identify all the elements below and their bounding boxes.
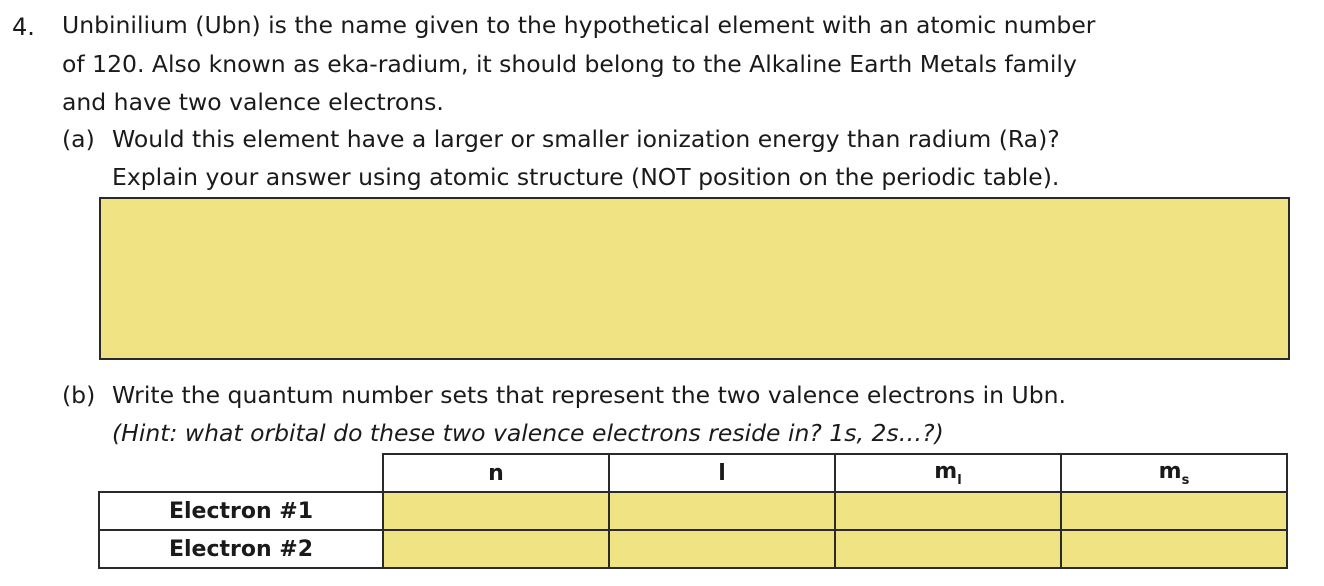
- intro-line: and have two valence electrons.: [62, 88, 444, 116]
- header-ms-sub: s: [1181, 472, 1190, 488]
- cell-electron-2-ml[interactable]: [835, 530, 1061, 568]
- cell-electron-2-n[interactable]: [383, 530, 609, 568]
- header-ml-sub: l: [957, 472, 962, 488]
- header-ml: [835, 454, 1061, 492]
- table-row: [99, 492, 1287, 530]
- header-ms: [1061, 454, 1287, 492]
- header-n: n: [383, 454, 609, 492]
- cell-electron-2-l[interactable]: [609, 530, 835, 568]
- question-number: 4.: [12, 13, 35, 41]
- part-b-label: (b): [62, 381, 96, 409]
- intro-line: of 120. Also known as eka-radium, it should belong to the Alkaline Earth Metals family: [62, 49, 1077, 78]
- cell-electron-1-l[interactable]: [609, 492, 835, 530]
- part-b-hint: (Hint: what orbital do these two valence electrons reside in? 1s, 2s…?): [112, 419, 944, 447]
- row-label-electron-2: Electron #2: [99, 530, 383, 568]
- header-l: l: [609, 454, 835, 492]
- cell-electron-1-n[interactable]: [383, 492, 609, 530]
- part-a-label: (a): [62, 125, 95, 153]
- table-corner-blank: [99, 454, 383, 492]
- table-row: [99, 530, 1287, 568]
- part-b-line: Write the quantum number sets that represent the two valence electrons in Ubn.: [112, 381, 1066, 409]
- header-ml-main: m: [934, 458, 958, 484]
- part-a-line: Would this element have a larger or smaller ionization energy than radium (Ra)?: [112, 125, 1060, 153]
- question-intro: [62, 6, 1302, 122]
- part-b-prompt: [112, 376, 1066, 452]
- table-header-row: [99, 454, 1287, 492]
- cell-electron-1-ml[interactable]: [835, 492, 1061, 530]
- cell-electron-1-ms[interactable]: [1061, 492, 1287, 530]
- part-a-answer-box[interactable]: [99, 197, 1290, 360]
- header-ms-main: m: [1158, 458, 1182, 484]
- cell-electron-2-ms[interactable]: [1061, 530, 1287, 568]
- quantum-number-table: [98, 453, 1288, 569]
- row-label-electron-1: Electron #1: [99, 492, 383, 530]
- part-a-prompt: [112, 120, 1060, 196]
- intro-line: Unbinilium (Ubn) is the name given to the hypothetical element with an atomic number: [62, 11, 1096, 39]
- part-a-line: Explain your answer using atomic structure (NOT position on the periodic table).: [112, 163, 1060, 191]
